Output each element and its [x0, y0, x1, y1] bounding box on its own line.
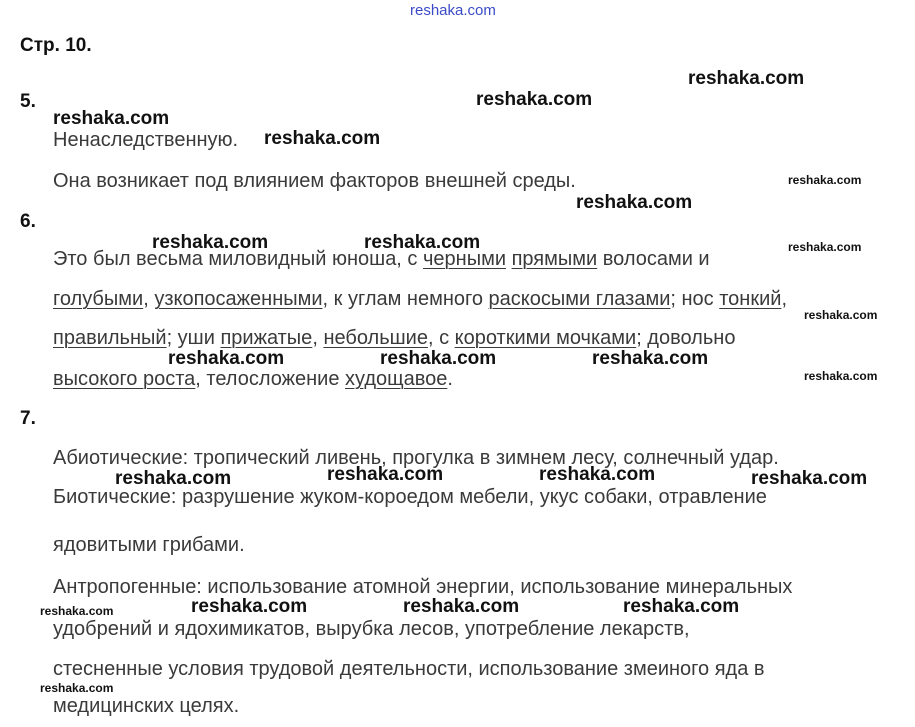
watermark: reshaka.com	[152, 232, 269, 253]
watermark: reshaka.com	[576, 192, 693, 213]
task-5-answer: Ненаследственную.	[53, 129, 239, 151]
watermark-top: reshaka.com	[410, 2, 496, 19]
task-7-anthropogenic-3: стесненные условия трудовой деятельности, использование змеиного яда в	[53, 658, 765, 680]
task-7-anthropogenic-2: удобрений и ядохимикатов, вырубка лесов, употребление лекарств,	[53, 618, 690, 640]
underlined-word: тонкий	[719, 288, 782, 310]
underlined-word: узкопосаженными	[154, 288, 323, 310]
text-span: Это был весьма миловидный юноша, с	[53, 248, 423, 270]
task-5-explanation: Она возникает под влиянием факторов внешней среды.	[53, 170, 576, 192]
watermark: reshaka.com	[751, 468, 868, 489]
underlined-word: прижатые	[220, 327, 313, 349]
underlined-word: небольшие	[323, 327, 428, 349]
watermark: reshaka.com	[403, 596, 520, 617]
text-span: волосами и	[597, 248, 710, 270]
text-span: , с	[427, 327, 455, 349]
watermark-small: reshaka.com	[788, 240, 862, 254]
watermark-small: reshaka.com	[40, 604, 114, 618]
watermark: reshaka.com	[364, 232, 481, 253]
watermark-small: reshaka.com	[804, 308, 878, 322]
watermark: reshaka.com	[623, 596, 740, 617]
watermark: reshaka.com	[168, 348, 285, 369]
text-span: , телосложение	[195, 368, 346, 390]
underlined-word: короткими мочками	[454, 327, 637, 349]
task-7-anthropogenic-1: Антропогенные: использование атомной энергии, использование минеральных	[53, 576, 793, 598]
underlined-word: худощавое	[345, 368, 448, 390]
text-span: ; довольно	[636, 327, 736, 349]
watermark-small: reshaka.com	[788, 173, 862, 187]
task-7-biotic-2: ядовитыми грибами.	[53, 534, 245, 556]
watermark-small: reshaka.com	[804, 369, 878, 383]
underlined-word: черными	[422, 248, 506, 270]
watermark: reshaka.com	[476, 89, 593, 110]
task-6-line-4	[53, 367, 453, 391]
watermark: reshaka.com	[191, 596, 308, 617]
watermark: reshaka.com	[53, 108, 170, 129]
watermark: reshaka.com	[264, 128, 381, 149]
task-5-number: 5.	[20, 91, 36, 112]
watermark: reshaka.com	[380, 348, 497, 369]
underlined-word: раскосыми глазами	[488, 288, 671, 310]
text-span: , к углам немного	[322, 288, 489, 310]
text-span: ,	[781, 288, 787, 310]
underlined-word: голубыми	[53, 288, 144, 310]
text-span: ; нос	[670, 288, 720, 310]
task-7-abiotic: Абиотические: тропический ливень, прогулка в зимнем лесу, солнечный удар.	[53, 447, 779, 469]
task-7-biotic-1: Биотические: разрушение жуком-короедом мебели, укус собаки, отравление	[53, 486, 767, 508]
watermark: reshaka.com	[592, 348, 709, 369]
text-span: .	[447, 368, 453, 390]
watermark: reshaka.com	[327, 464, 444, 485]
watermark-small: reshaka.com	[40, 681, 114, 695]
text-span: ; уши	[166, 327, 221, 349]
page-title: Стр. 10.	[20, 35, 92, 56]
watermark: reshaka.com	[688, 68, 805, 89]
task-7-number: 7.	[20, 408, 36, 429]
text-span: ,	[312, 327, 324, 349]
watermark: reshaka.com	[539, 464, 656, 485]
text-span: ,	[143, 288, 155, 310]
task-6-line-3	[53, 326, 735, 350]
task-7-anthropogenic-4: медицинских целях.	[53, 695, 240, 717]
task-6-line-2	[53, 287, 787, 311]
underlined-word: высокого роста	[53, 368, 196, 390]
underlined-word: прямыми	[511, 248, 598, 270]
watermark: reshaka.com	[115, 468, 232, 489]
underlined-word: правильный	[53, 327, 167, 349]
task-6-number: 6.	[20, 211, 36, 232]
